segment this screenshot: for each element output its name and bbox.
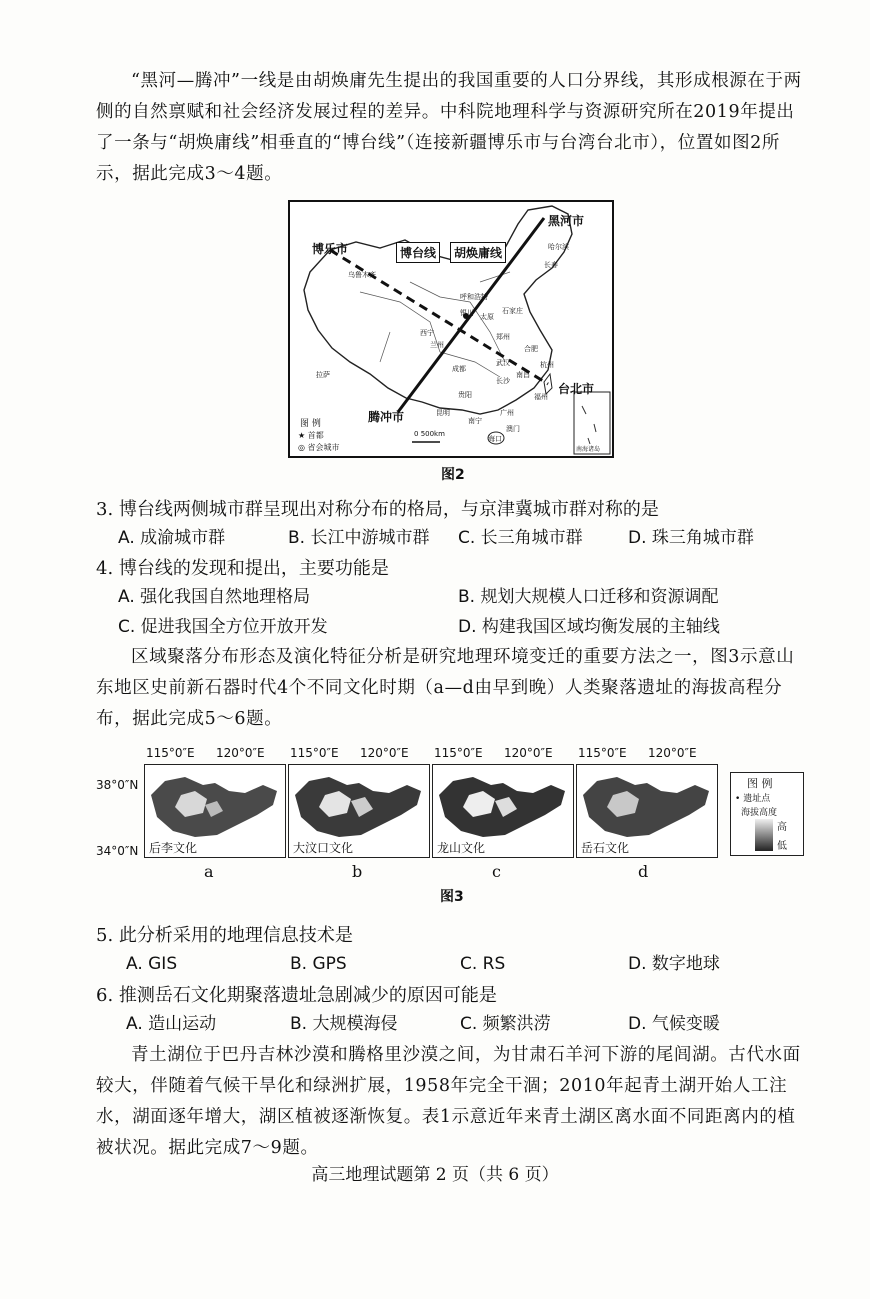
fig3-culture-c: 龙山文化 bbox=[437, 841, 486, 855]
q4-option-b[interactable]: B. 规划大规模人口迁移和资源调配 bbox=[458, 587, 719, 607]
fig3-panel-c bbox=[432, 764, 574, 858]
star-icon: ★ bbox=[298, 431, 306, 440]
q6-option-b[interactable]: B. 大规模海侵 bbox=[290, 1014, 398, 1034]
label-lasa: 拉萨 bbox=[316, 371, 330, 379]
fig3-culture-d: 岳石文化 bbox=[581, 841, 630, 855]
label-bole: 博乐市 bbox=[312, 242, 349, 256]
fig3-panel-b bbox=[288, 764, 430, 858]
fig3-label-d: d bbox=[638, 862, 649, 881]
q4-option-d[interactable]: D. 构建我国区域均衡发展的主轴线 bbox=[458, 617, 720, 637]
fig3-culture-a: 后李文化 bbox=[149, 841, 198, 855]
label-hangzhou: 杭州 bbox=[540, 361, 554, 369]
fig3-panel-a bbox=[144, 764, 286, 858]
label-zhengzhou: 郑州 bbox=[496, 333, 510, 341]
intro-paragraph-3: 青土湖位于巴丹吉林沙漠和腾格里沙漠之间，为甘肃石羊河下游的尾闾湖。古代水面较大，伴随着气候干旱化和绿洲扩展，1958年完全干涸；2010年起青土湖开始人工注水，湖面逐年增大，湖区植被逐渐恢复。表1示意近年来青土湖区离水面不同距离内的植被状况。据此完成7～9题。 bbox=[96, 1045, 801, 1158]
fig3-lon-b1: 115°0″E bbox=[290, 746, 339, 760]
q5-option-a[interactable]: A. GIS bbox=[126, 954, 178, 974]
fig3-lon-a2: 120°0″E bbox=[216, 746, 265, 760]
label-wuhan: 武汉 bbox=[496, 359, 510, 367]
question-6-options bbox=[118, 1010, 818, 1038]
question-4-options-row2 bbox=[118, 613, 818, 641]
label-kunming: 昆明 bbox=[436, 409, 450, 417]
question-3-stem: 3. 博台线两侧城市群呈现出对称分布的格局，与京津冀城市群对称的是 bbox=[96, 499, 659, 520]
fig3-panel-d bbox=[576, 764, 718, 858]
fig3-label-c: c bbox=[492, 862, 501, 881]
fig3-lat-2: 34°0″N bbox=[96, 844, 139, 858]
label-taiyuan: 太原 bbox=[480, 313, 494, 321]
question-4-options-row1 bbox=[118, 583, 818, 611]
label-huhuanyong-line: 胡焕庸线 bbox=[450, 242, 506, 263]
q3-option-b[interactable]: B. 长江中游城市群 bbox=[288, 528, 430, 548]
question-5-options bbox=[118, 950, 818, 978]
q5-option-c[interactable]: C. RS bbox=[460, 954, 506, 974]
label-changsha: 长沙 bbox=[496, 377, 510, 385]
fig3-label-b: b bbox=[352, 862, 363, 881]
fig3-culture-b: 大汶口文化 bbox=[293, 841, 354, 855]
q4-option-c[interactable]: C. 促进我国全方位开放开发 bbox=[118, 617, 328, 637]
fig3-lon-d1: 115°0″E bbox=[578, 746, 627, 760]
q4-option-a[interactable]: A. 强化我国自然地理格局 bbox=[118, 587, 311, 607]
figure-3-caption: 图3 bbox=[440, 889, 464, 905]
legend-title: 图 例 bbox=[300, 419, 321, 429]
fig3-legend-site: • 遗址点 bbox=[735, 794, 771, 804]
q6-option-c[interactable]: C. 频繁洪涝 bbox=[460, 1014, 551, 1034]
q5-option-b[interactable]: B. GPS bbox=[290, 954, 347, 974]
q3-option-c[interactable]: C. 长三角城市群 bbox=[458, 528, 583, 548]
fig3-legend-title: 图 例 bbox=[747, 777, 773, 790]
label-taibei: 台北市 bbox=[558, 382, 595, 396]
figure-2-caption: 图2 bbox=[441, 467, 465, 483]
label-huhehaote: 呼和浩特 bbox=[460, 293, 488, 301]
fig3-legend-low: 低 bbox=[777, 841, 787, 852]
fig3-lon-c2: 120°0″E bbox=[504, 746, 553, 760]
label-guiyang: 贵阳 bbox=[458, 391, 472, 399]
label-fuzhou: 福州 bbox=[534, 393, 548, 401]
label-harbin: 哈尔滨 bbox=[548, 243, 569, 251]
label-aomen: 澳门 bbox=[506, 425, 520, 433]
figure-2-map bbox=[288, 200, 614, 458]
q3-option-a[interactable]: A. 成渝城市群 bbox=[118, 528, 226, 548]
legend-city: ◎ 省会城市 bbox=[298, 443, 340, 452]
scale-label: 0 500km bbox=[414, 430, 445, 438]
label-botai-line: 博台线 bbox=[396, 242, 440, 263]
intro-paragraph-2: 区域聚落分布形态及演化特征分析是研究地理环境变迁的重要方法之一，图3示意山东地区史前新石器时代4个不同文化时期（a—d由早到晚）人类聚落遗址的海拔高程分布，据此完成5～6题。 bbox=[96, 647, 795, 729]
q3-option-d[interactable]: D. 珠三角城市群 bbox=[628, 528, 754, 548]
label-tengchong: 腾冲市 bbox=[368, 410, 405, 424]
q6-option-a[interactable]: A. 造山运动 bbox=[126, 1014, 217, 1034]
q5-option-d[interactable]: D. 数字地球 bbox=[628, 954, 720, 974]
question-6-stem: 6. 推测岳石文化期聚落遗址急剧减少的原因可能是 bbox=[96, 985, 497, 1006]
fig3-legend-high: 高 bbox=[777, 822, 787, 833]
intro-paragraph-1: “黑河—腾冲”一线是由胡焕庸先生提出的我国重要的人口分界线，其形成根源在于两侧的自然禀赋和社会经济发展过程的差异。中科院地理科学与资源研究所在2019年提出了一条与“胡焕庸线”相垂直的“博台线”（连接新疆博乐市与台湾台北市），位置如图2所示，据此完成3～4题。 bbox=[96, 71, 802, 184]
question-3-options bbox=[118, 524, 818, 552]
circle-icon: ◎ bbox=[298, 443, 305, 452]
label-changchun: 长春 bbox=[544, 261, 558, 269]
legend-capital: ★ 首都 bbox=[298, 431, 324, 440]
fig3-legend bbox=[730, 772, 804, 856]
fig3-lon-d2: 120°0″E bbox=[648, 746, 697, 760]
label-yinchuan: 银川 bbox=[460, 309, 474, 317]
label-haikou: 海口 bbox=[488, 435, 502, 443]
label-shijiazhuang: 石家庄 bbox=[502, 307, 523, 315]
page-footer: 高三地理试题第 2 页（共 6 页） bbox=[311, 1165, 559, 1185]
label-nanning: 南宁 bbox=[468, 417, 482, 425]
fig3-lon-a1: 115°0″E bbox=[146, 746, 195, 760]
label-xining: 西宁 bbox=[420, 329, 434, 337]
fig3-lon-b2: 120°0″E bbox=[360, 746, 409, 760]
question-4-stem: 4. 博台线的发现和提出，主要功能是 bbox=[96, 558, 389, 579]
label-hefei: 合肥 bbox=[524, 345, 538, 353]
dot-icon: • bbox=[735, 794, 741, 804]
label-heihe: 黑河市 bbox=[548, 214, 585, 228]
label-chengdu: 成都 bbox=[452, 365, 466, 373]
label-nanhai: 南海诸岛 bbox=[576, 446, 601, 453]
label-lanzhou: 兰州 bbox=[430, 341, 444, 349]
label-guangzhou: 广州 bbox=[500, 409, 514, 417]
china-outline bbox=[304, 206, 572, 414]
fig3-label-a: a bbox=[204, 862, 214, 881]
fig3-lon-c1: 115°0″E bbox=[434, 746, 483, 760]
fig3-lat-1: 38°0″N bbox=[96, 778, 139, 792]
label-nanchang: 南昌 bbox=[516, 371, 530, 379]
question-5-stem: 5. 此分析采用的地理信息技术是 bbox=[96, 925, 353, 946]
q6-option-d[interactable]: D. 气候变暖 bbox=[628, 1014, 720, 1034]
fig3-legend-elev: 海拔高度 bbox=[741, 808, 778, 818]
elevation-gradient bbox=[755, 819, 773, 851]
label-wulumuqi: 乌鲁木齐 bbox=[348, 271, 376, 279]
